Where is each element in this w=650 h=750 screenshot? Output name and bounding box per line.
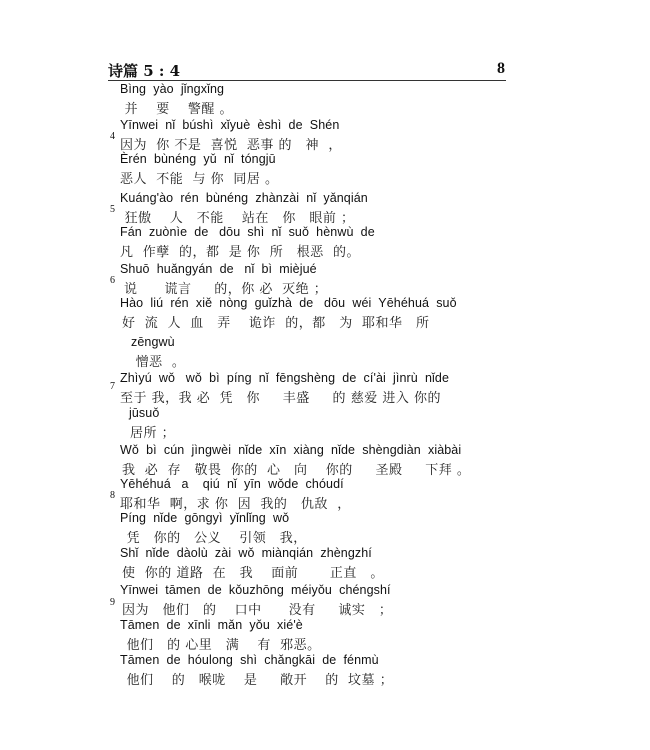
pinyin-line: Shuō huǎngyán de nǐ bì mièjué	[120, 262, 317, 276]
pinyin-line: zēngwù	[131, 335, 175, 349]
pinyin-line: Píng nǐde gōngyì yǐnlǐng wǒ	[120, 511, 290, 525]
header-rule	[108, 80, 506, 81]
hanzi-line: 因为 他们 的 口中 没有 诚实 ；	[122, 603, 393, 618]
pinyin-line: Wǒ bì cún jìngwèi nǐde xīn xiàng nǐde shèngdiàn xiàbài	[120, 443, 462, 457]
hanzi-line: 他们 的 喉咙 是 敞开 的 坟墓 ；	[122, 673, 394, 688]
verse-number: 9	[110, 597, 115, 608]
hanzi-line: 至于 我，我 必 凭 你 丰盛 的 慈爱 进入 你的	[120, 391, 441, 406]
verse-number: 7	[110, 381, 115, 392]
running-head-title: 诗篇 5 : 4	[108, 62, 181, 80]
pinyin-line: Yēhéhuá a qiú nǐ yīn wǒde chóudí	[120, 477, 344, 491]
pinyin-line: Yīnwei nǐ búshì xǐyuè èshì de Shén	[120, 118, 340, 132]
hanzi-line: 好 流 人 血 弄 诡诈 的，都 为 耶和华 所	[122, 316, 430, 331]
pinyin-line: Zhìyú wǒ wǒ bì píng nǐ fēngshèng de cí'ài jìnrù nǐde	[120, 371, 450, 385]
pinyin-line: Yīnwei tāmen de kǒuzhōng méiyǒu chéngshí	[120, 583, 391, 597]
verse-number: 6	[110, 275, 115, 286]
hanzi-line: 耶和华 啊，求 你 因 我的 仇敌 ，	[120, 497, 351, 512]
hanzi-line: 居所 ；	[130, 426, 176, 441]
pinyin-line: Shǐ nǐde dàolù zài wǒ miànqián zhèngzhí	[120, 546, 372, 560]
page-header	[108, 60, 505, 80]
pinyin-line: Tāmen de xīnli mǎn yǒu xié'è	[120, 618, 303, 632]
hanzi-line: 凡 作孽 的，都 是 你 所 根恶 的。	[120, 245, 360, 260]
hanzi-line: 凭 你的 公义 引领 我，	[122, 531, 307, 546]
hanzi-line: 恶人 不能 与 你 同居 。	[120, 172, 279, 187]
hanzi-line: 我 必 存 敬畏 你的 心 向 你的 圣殿 下拜 。	[122, 463, 471, 478]
hanzi-line: 因为 你 不是 喜悦 恶事 的 神 ，	[120, 138, 342, 153]
pinyin-line: Kuáng'ào rén bùnéng zhànzài nǐ yǎnqián	[120, 191, 368, 205]
hanzi-line: 狂傲 人 不能 站在 你 眼前 ；	[120, 211, 355, 226]
hanzi-line: 憎恶 。	[131, 355, 186, 370]
pinyin-line: Fán zuònìe de dōu shì nǐ suǒ hènwù de	[120, 225, 375, 239]
pinyin-line: Bìng yào jǐngxǐng	[120, 82, 225, 96]
hanzi-line: 他们 的 心里 满 有 邪恶。	[122, 638, 321, 653]
pinyin-line: Tāmen de hóulong shì chǎngkāi de fénmù	[120, 653, 379, 667]
page-number: 8	[497, 60, 505, 77]
hanzi-line: 使 你的 道路 在 我 面前 正直 。	[122, 566, 384, 581]
verse-number: 5	[110, 204, 115, 215]
pinyin-line: jūsuǒ	[129, 406, 160, 420]
verse-number: 8	[110, 490, 115, 501]
pinyin-line: Hào liú rén xiě nòng guǐzhà de dōu wéi Yēhéhuá suǒ	[120, 296, 457, 310]
pinyin-line: Èrén bùnéng yǔ nǐ tóngjū	[120, 152, 276, 166]
hanzi-line: 说 谎言 的，你 必 灭绝 ；	[124, 282, 328, 297]
verse-number: 4	[110, 131, 115, 142]
hanzi-line: 并 要 警醒 。	[120, 102, 234, 117]
